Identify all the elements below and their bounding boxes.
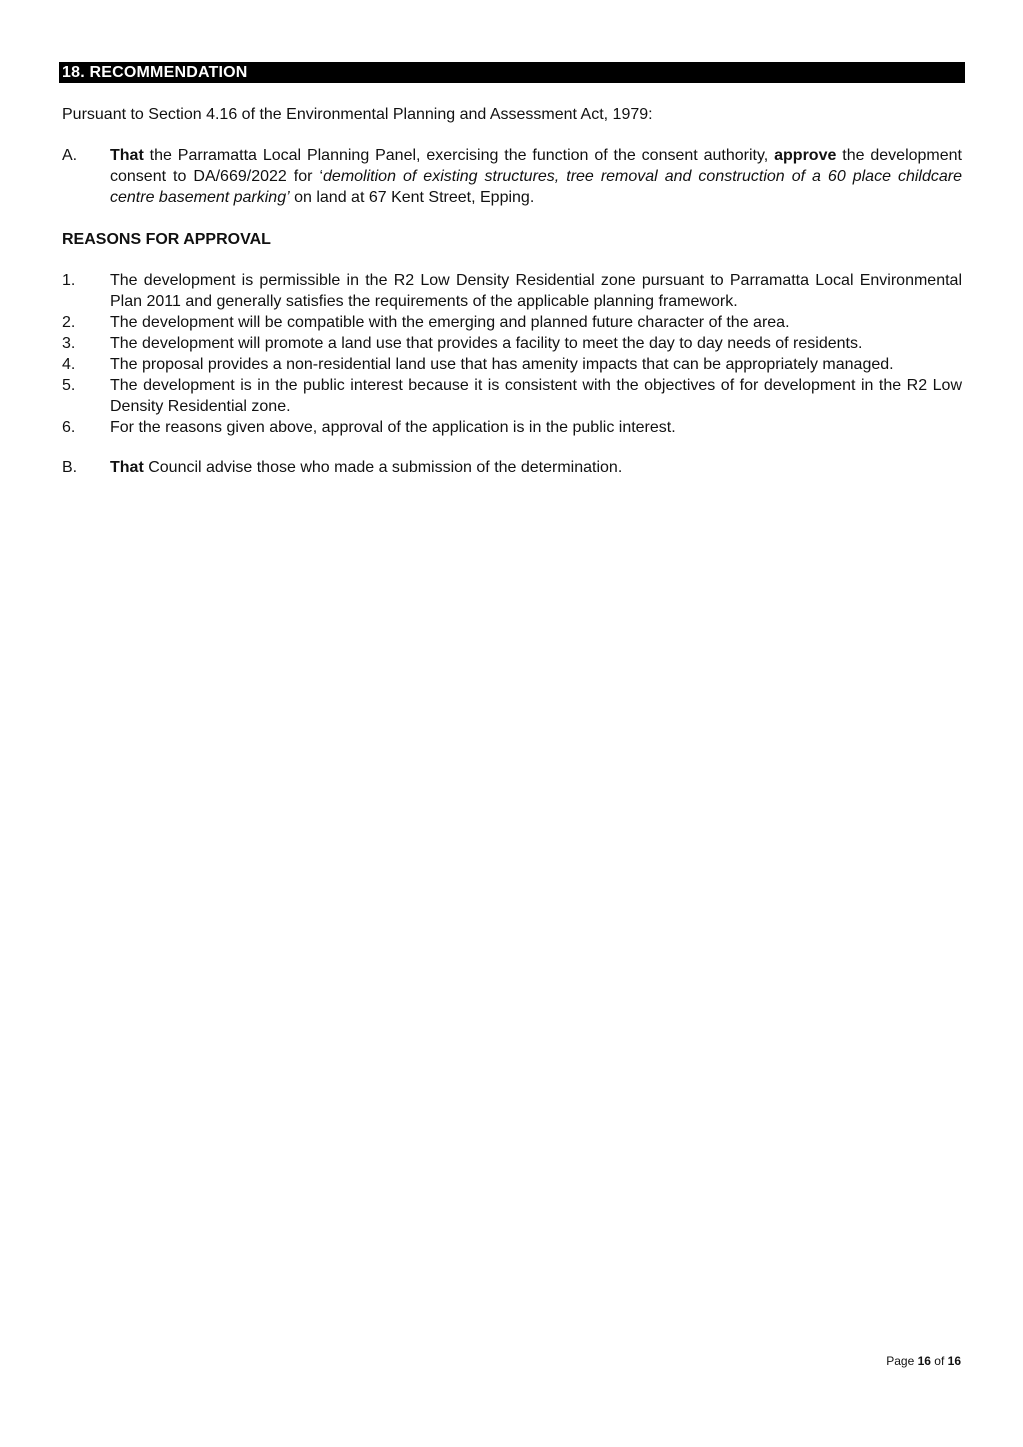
intro-paragraph: Pursuant to Section 4.16 of the Environmental Planning and Assessment Act, 1979:	[62, 106, 653, 123]
resolution-a-text1: the Parramatta Local Planning Panel, exercising the function of the consent authority,	[143, 147, 775, 164]
resolution-b	[62, 457, 962, 478]
resolution-a	[62, 145, 962, 208]
list-item	[62, 270, 962, 312]
list-item-number: 6.	[62, 419, 76, 436]
page-label: Page	[886, 1354, 918, 1368]
current-page: 16	[917, 1354, 931, 1368]
resolution-a-marker: A.	[62, 147, 78, 164]
list-item-number: 1.	[62, 272, 76, 289]
list-item-text: The development is permissible in the R2 Low Density Residential zone pursuant to Parramatta Local Environmental Plan 2011 and generally satisfies the requirements of the applicable planning framework.	[110, 272, 962, 310]
total-pages: 16	[947, 1354, 961, 1368]
reasons-list	[62, 270, 962, 438]
list-item-number: 3.	[62, 335, 76, 352]
list-item-number: 5.	[62, 377, 76, 394]
resolution-a-lead: That	[110, 147, 144, 164]
list-item-number: 4.	[62, 356, 76, 373]
list-item-text: The development will promote a land use that provides a facility to meet the day to day needs of residents.	[110, 335, 863, 352]
list-item-text: The development will be compatible with the emerging and planned future character of the area.	[110, 314, 790, 331]
resolution-a-text	[110, 145, 962, 208]
resolution-a-text2: the development consent to DA/669/2022 for ‘	[110, 147, 963, 185]
resolution-a-description: demolition of existing structures, tree removal and construction of a 60 place childcare centre basement parking’	[110, 168, 963, 206]
resolution-b-body: Council advise those who made a submission of the determination.	[143, 459, 623, 476]
list-item-text: The proposal provides a non-residential land use that has amenity impacts that can be appropriately managed.	[110, 356, 894, 373]
list-item	[62, 354, 962, 375]
list-item	[62, 417, 962, 438]
resolution-a-text3: on land at 67 Kent Street, Epping.	[289, 189, 535, 206]
list-item	[62, 375, 962, 417]
list-item	[62, 312, 962, 333]
of-label: of	[930, 1354, 948, 1368]
resolution-b-lead: That	[110, 459, 144, 476]
page-number	[886, 1353, 961, 1369]
resolution-b-marker: B.	[62, 459, 78, 476]
reasons-heading: REASONS FOR APPROVAL	[62, 231, 271, 248]
list-item-number: 2.	[62, 314, 76, 331]
section-heading: 18. RECOMMENDATION	[59, 62, 965, 83]
resolution-a-approve: approve	[774, 147, 837, 164]
list-item	[62, 333, 962, 354]
list-item-text: For the reasons given above, approval of the application is in the public interest.	[110, 419, 676, 436]
list-item-text: The development is in the public interest because it is consistent with the objectives of for development in the R2 Low Density Residential zone.	[110, 377, 962, 415]
resolution-b-text	[110, 457, 962, 478]
